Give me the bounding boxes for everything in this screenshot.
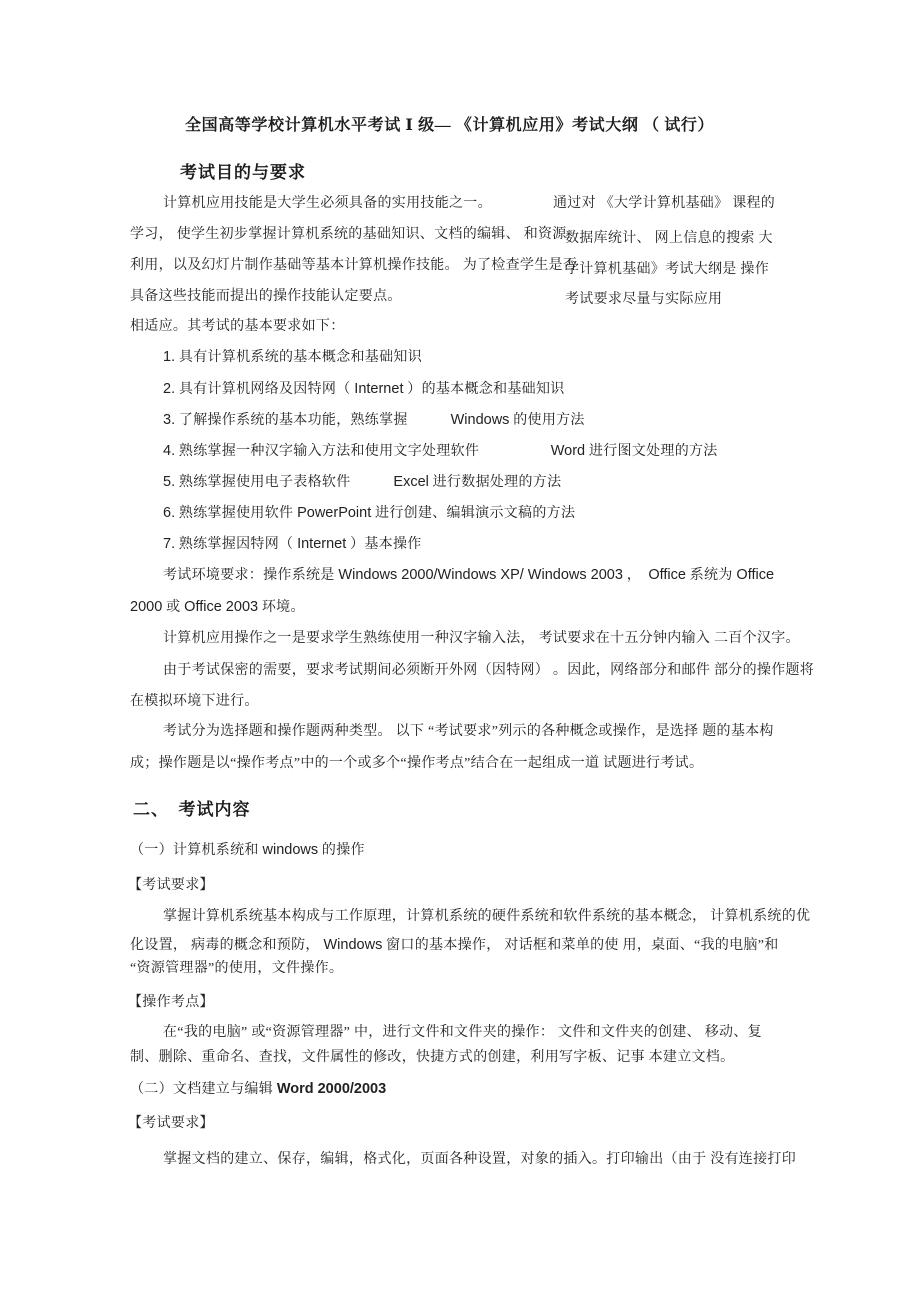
text-run: 【考试要求】 xyxy=(128,878,214,893)
text-run: Excel xyxy=(393,474,429,490)
text-line xyxy=(163,723,774,741)
text-line xyxy=(130,598,305,617)
text-run: 7. xyxy=(163,536,176,552)
text-run: 4. xyxy=(163,443,176,459)
text-line xyxy=(163,473,561,492)
text-line xyxy=(130,226,567,244)
text-run: Internet xyxy=(354,381,404,397)
text-run: 进行图文处理的方法 xyxy=(585,444,718,459)
section-heading xyxy=(133,799,251,820)
text-run: 或 xyxy=(162,600,185,615)
section-heading xyxy=(180,162,306,183)
text-run: 具有计算机系统的基本概念和基础知识 xyxy=(175,350,422,365)
text-run: ）的基本概念和基础知识 xyxy=(403,382,565,397)
text-line xyxy=(163,380,565,399)
text-line xyxy=(163,662,814,680)
text-run: 成；操作题是以“操作考点”中的一个或多个“操作考点”结合在一起组成一道 试题进行考试。 xyxy=(130,756,704,771)
text-run: Windows xyxy=(450,412,510,428)
text-line xyxy=(163,411,585,430)
text-line xyxy=(163,504,575,523)
text-run: （二）文档建立与编辑 xyxy=(130,1082,277,1097)
document-title xyxy=(185,116,714,136)
text-run: Office xyxy=(736,567,775,583)
text-run: ， xyxy=(622,568,649,583)
text-run: 5. xyxy=(163,474,176,490)
text-run: 熟练掌握因特网（ xyxy=(175,537,298,552)
text-line xyxy=(163,566,774,585)
text-run: 2. xyxy=(163,381,176,397)
text-run: 在模拟环境下进行。 xyxy=(130,694,259,709)
bracket-label xyxy=(128,877,214,895)
text-line xyxy=(163,195,492,213)
bracket-label xyxy=(128,994,214,1012)
text-run: 1. xyxy=(163,349,176,365)
text-run: 进行数据处理的方法 xyxy=(428,475,562,490)
text-run: 环境。 xyxy=(258,600,305,615)
text-line xyxy=(130,1049,734,1067)
text-run: 熟练掌握使用软件 xyxy=(175,506,298,521)
text-run: 具备这些技能而提出的操作技能认定要点。 xyxy=(130,289,402,304)
text-run: 数据库统计、 网上信息的搜索 大 xyxy=(565,231,773,246)
text-run: 考试要求尽量与实际应用 xyxy=(565,292,723,307)
text-run: 熟练掌握一种汉字输入方法和使用文字处理软件 xyxy=(175,444,551,459)
text-run: 具有计算机网络及因特网（ xyxy=(175,382,355,397)
text-line xyxy=(163,1024,762,1042)
text-line xyxy=(163,442,718,461)
text-run: 了解操作系统的基本功能，熟练掌握 xyxy=(175,413,451,428)
text-run: 计算机应用技能是大学生必须具备的实用技能之一。 xyxy=(163,196,492,211)
text-line xyxy=(163,1151,796,1169)
text-line xyxy=(565,261,769,279)
text-run: Internet xyxy=(297,536,347,552)
text-line xyxy=(163,535,422,554)
text-run: 3. xyxy=(163,412,176,428)
text-run: windows xyxy=(262,842,319,858)
text-line xyxy=(163,630,800,648)
text-line xyxy=(565,291,722,309)
text-run: PowerPoint xyxy=(297,505,372,521)
text-run: 学计算机基础》考试大纲是 操作 xyxy=(565,262,769,277)
text-run: 通过对 《大学计算机基础》 课程的 xyxy=(553,196,776,211)
text-run: 相适应。其考试的基本要求如下： xyxy=(130,319,345,334)
text-run: 的操作 xyxy=(318,843,365,858)
text-run: 在“我的电脑” 或“资源管理器” 中，进行文件和文件夹的操作： 文件和文件夹的创建、 移动、复 xyxy=(163,1025,762,1040)
text-run: 熟练掌握使用电子表格软件 xyxy=(175,475,394,490)
text-run: 6. xyxy=(163,505,176,521)
subsection-heading xyxy=(130,1080,386,1099)
text-run: （一）计算机系统和 xyxy=(130,843,263,858)
text-run: 考试目的与要求 xyxy=(180,163,306,182)
text-run: 考试环境要求：操作系统是 xyxy=(163,568,339,583)
text-line xyxy=(130,936,779,955)
text-line xyxy=(553,195,775,213)
text-run: Office 2003 xyxy=(184,599,259,615)
text-run: 进行创建、编辑演示文稿的方法 xyxy=(371,506,576,521)
text-run: Office xyxy=(648,567,686,583)
text-run: 考试分为选择题和操作题两种类型。 以下 “考试要求”列示的各种概念或操作，是选择 题的基本构 xyxy=(163,724,774,739)
text-run: 二、 考试内容 xyxy=(133,800,251,819)
subsection-heading xyxy=(130,841,365,860)
text-run: “资源管理器”的使用，文件操作。 xyxy=(130,961,344,976)
text-run: 2000 xyxy=(130,599,163,615)
text-line xyxy=(130,960,343,978)
text-run: 窗口的基本操作， 对话框和菜单的使 用，桌面、“我的电脑”和 xyxy=(382,938,779,953)
text-line xyxy=(130,288,402,306)
text-run: 利用，以及幻灯片制作基础等基本计算机操作技能。 为了检查学生是否 xyxy=(130,258,578,273)
text-line xyxy=(163,348,422,367)
text-run: 由于考试保密的需要，要求考试期间必须断开外网（因特网） 。因此，网络部分和邮件 部分的操作题将 xyxy=(163,663,815,678)
text-run: Word xyxy=(550,443,586,459)
text-line xyxy=(130,257,577,275)
text-run: 全国高等学校计算机水平考试 Ⅰ 级— 《计算机应用》考试大纲 （ 试行） xyxy=(185,117,715,134)
text-line xyxy=(130,755,703,773)
text-line xyxy=(130,693,259,711)
text-run: 掌握文档的建立、保存，编辑，格式化，页面各种设置，对象的插入。打印输出（由于 没有连接打印 xyxy=(163,1152,796,1167)
text-run: 计算机应用操作之一是要求学生熟练使用一种汉字输入法， 考试要求在十五分钟内输入 二百个汉字。 xyxy=(163,631,800,646)
text-run: 学习， 使学生初步掌握计算机系统的基础知识、文档的编辑、 和资源 xyxy=(130,227,567,242)
text-run: 【操作考点】 xyxy=(128,995,214,1010)
text-line xyxy=(163,908,810,926)
text-run: 【考试要求】 xyxy=(128,1116,214,1131)
text-run: Windows 2000/Windows XP/ Windows 2003 xyxy=(338,567,623,583)
text-run: 的使用方法 xyxy=(509,413,585,428)
text-run: Windows xyxy=(323,937,383,953)
text-line xyxy=(565,230,773,248)
text-run: ）基本操作 xyxy=(346,537,422,552)
bracket-label xyxy=(128,1115,214,1133)
text-run: 掌握计算机系统基本构成与工作原理，计算机系统的硬件系统和软件系统的基本概念， 计算机系统的优 xyxy=(163,909,811,924)
text-run: 系统为 xyxy=(685,568,737,583)
text-run: 制、删除、重命名、查找，文件属性的修改，快捷方式的创建，利用写字板、记事 本建立文档。 xyxy=(130,1050,735,1065)
text-run: 化设置， 病毒的概念和预防， xyxy=(130,938,324,953)
text-line xyxy=(130,318,345,336)
text-run: Word 2000/2003 xyxy=(276,1081,387,1097)
